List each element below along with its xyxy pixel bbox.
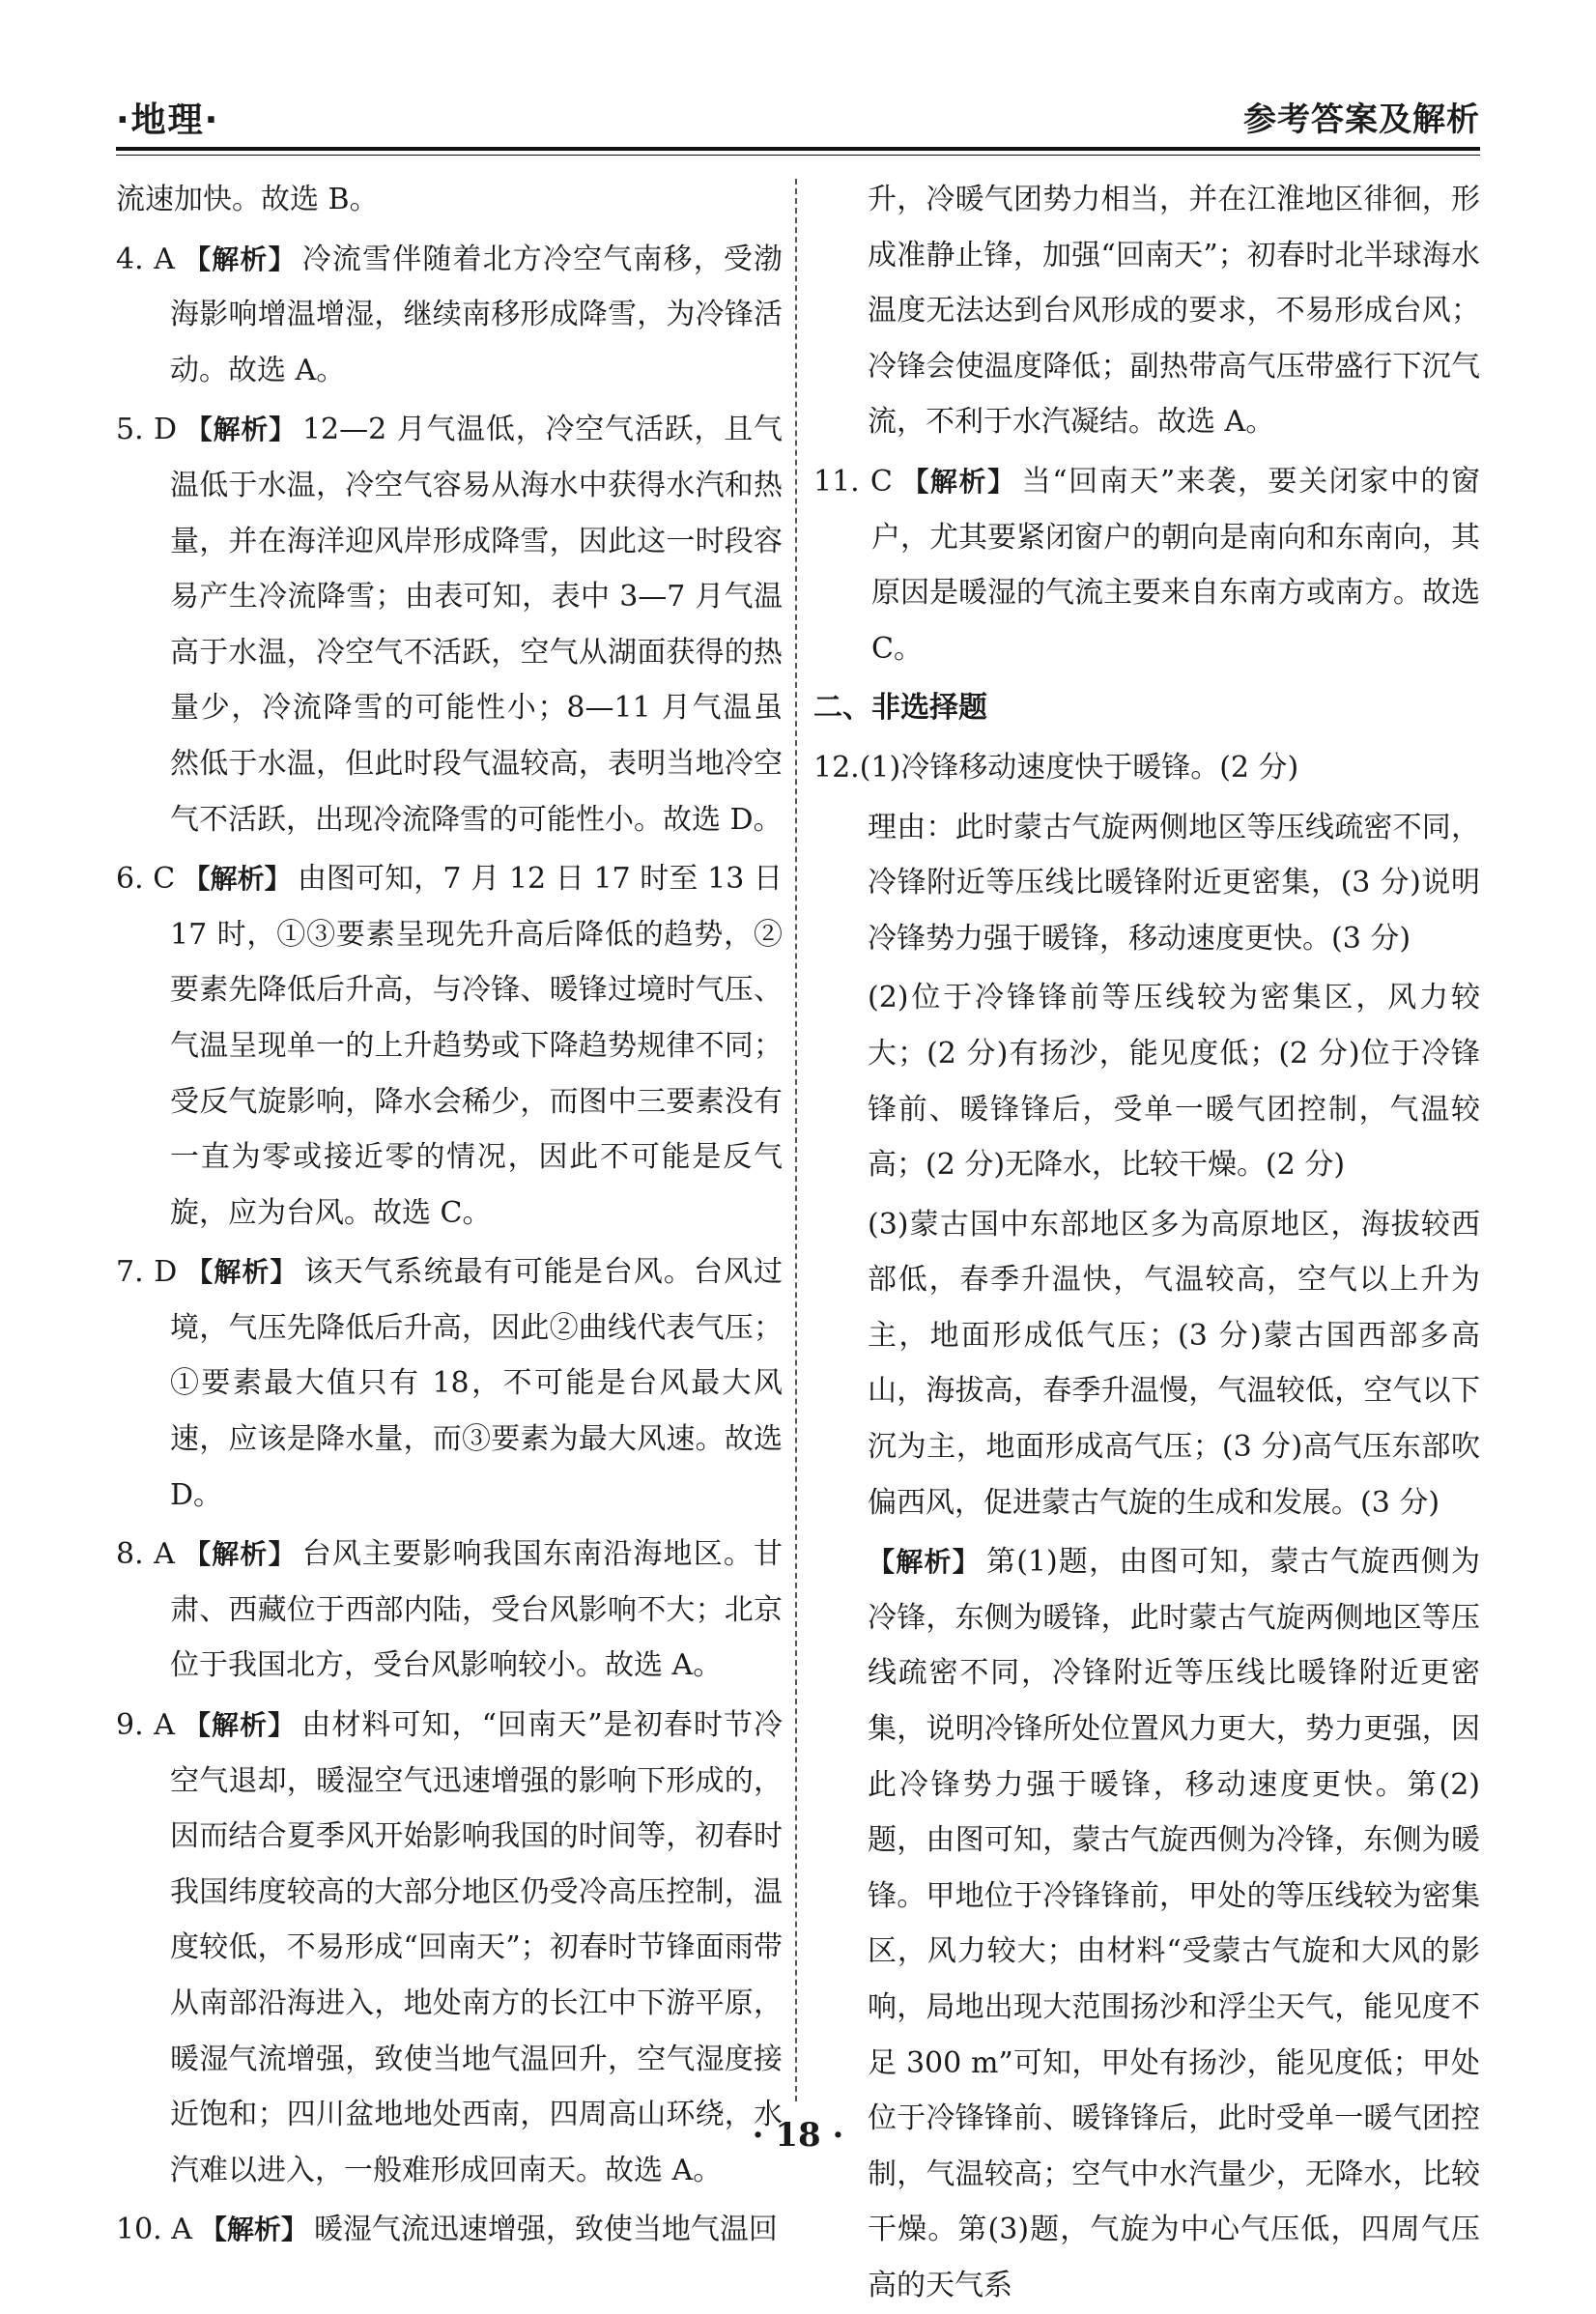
continuation-text: 流速加快。故选 B。 bbox=[116, 183, 379, 216]
answer-item-12-part3: (3)蒙古国中东部地区多为高原地区，海拔较西部低，春季升温快，气温较高，空气以上升为主，地面形成低气压；(3 分)蒙古国西部多高山，海拔高，春季升温慢，气温较低，空气以下沉为主，地面形成高气压；(3 分)高气压东部吹偏西风，促进蒙古气旋的生成和发展。(3 分) bbox=[868, 1207, 1480, 1520]
analysis-tag: 【解析】 bbox=[182, 1709, 297, 1742]
answer-text: 该天气系统最有可能是台风。台风过境，气压先降低后升高，因此②曲线代表气压；①要素最大值只有 18，不可能是台风最大风速，应该是降水量，而③要素为最大风速。故选 D。 bbox=[170, 1255, 783, 1512]
answer-number: 10. A bbox=[116, 2213, 192, 2247]
page-number: · 18 · bbox=[752, 2116, 844, 2155]
analysis-tag: 【解析】 bbox=[182, 1538, 297, 1571]
answer-number: 11. C bbox=[813, 464, 893, 499]
answer-item-8 bbox=[116, 1527, 783, 1694]
answer-item-10-continued: 升，冷暖气团势力相当，并在江淮地区徘徊，形成准静止锋，加强“回南天”；初春时北半球海水温度无法达到台风形成的要求，不易形成台风；冷锋会使温度降低；副热带高气压带盛行下沉气流，不利于水汽凝结。故选 A。 bbox=[868, 183, 1480, 440]
answer-text: 由图可知，7 月 12 日 17 时至 13 日 17 时，①③要素呈现先升高后降低的趋势，②要素先降低后升高，与冷锋、暖锋过境时气压、气温呈现单一的上升趋势或下降趋势规律不同；受反气旋影响，降水会稀少，而图中三要素没有一直为零或接近零的情况，因此不可能是反气旋，应为台风。故选 C。 bbox=[170, 862, 783, 1230]
answer-text: 由材料可知，“回南天”是初春时节冷空气退却，暖湿空气迅速增强的影响下形成的，因而结合夏季风开始影响我国的时间等，初春时我国纬度较高的大部分地区仍受冷高压控制，温度较低，不易形成“回南天”；初春时节锋面雨带从南部沿海进入，地处南方的长江中下游平原，暖湿气流增强，致使当地气温回升，空气湿度接近饱和；四川盆地地处西南，四周高山环绕，水汽难以进入，一般难形成回南天。故选 A。 bbox=[170, 1708, 783, 2187]
page-header bbox=[116, 93, 1480, 145]
answer-item-7 bbox=[116, 1244, 783, 1523]
section-heading: 二、非选择题 bbox=[813, 691, 987, 726]
answer-item-6 bbox=[116, 851, 783, 1241]
answer-item-12-part1 bbox=[813, 740, 1480, 796]
analysis-tag: 【解析】 bbox=[899, 465, 1016, 498]
subject-label: ·地理· bbox=[116, 100, 220, 140]
analysis-tag: 【解析】 bbox=[199, 2214, 308, 2246]
answer-number: 7. D bbox=[116, 1255, 178, 1290]
section-title: 参考答案及解析 bbox=[1243, 100, 1480, 139]
answer-item-12-analysis bbox=[813, 1534, 1480, 2313]
header-rule-thin bbox=[116, 155, 1480, 156]
answer-number: 6. C bbox=[116, 862, 176, 897]
answer-item-4 bbox=[116, 232, 783, 399]
answer-text: 暖湿气流迅速增强，致使当地气温回 bbox=[313, 2213, 778, 2247]
right-column bbox=[813, 172, 1480, 2302]
answer-number: 5. D bbox=[116, 413, 177, 447]
column-divider bbox=[795, 179, 797, 2101]
answer-text: 台风主要影响我国东南沿海地区。甘肃、西藏位于西部内陆，受台风影响不大；北京位于我国北方，受台风影响较小。故选 A。 bbox=[170, 1537, 784, 1683]
answer-item-12-reason: 理由：此时蒙古气旋两侧地区等压线疏密不同，冷锋附近等压线比暖锋附近更密集，(3 分)说明冷锋势力强于暖锋，移动速度更快。(3 分) bbox=[868, 810, 1480, 956]
analysis-tag: 【解析】 bbox=[183, 863, 292, 896]
answer-number: 12. bbox=[813, 750, 860, 785]
answer-item-11 bbox=[813, 454, 1480, 676]
left-column bbox=[116, 172, 784, 2247]
analysis-tag: 【解析】 bbox=[182, 243, 297, 275]
answer-text: 冷流雪伴随着北方冷空气南移，受渤海影响增温增湿，继续南移形成降雪，为冷锋活动。故选 A。 bbox=[170, 242, 784, 387]
answer-text: 当“回南天”来袭，要关闭家中的窗户，尤其要紧闭窗户的朝向是南向和东南向，其原因是暖湿的气流主要来自东南方或南方。故选 C。 bbox=[871, 464, 1480, 666]
answer-item-10 bbox=[116, 2202, 783, 2258]
answer-number: 4. A bbox=[116, 242, 175, 276]
answer-text: 12—2 月气温低，冷空气活跃，且气温低于水温，冷空气容易从海水中获得水汽和热量，并在海洋迎风岸形成降雪，因此这一时段容易产生冷流降雪；由表可知，表中 3—7 月气温高于水温，冷空气不活跃，空气从湖面获得的热量少，冷流降雪的可能性小；8—11 月气温虽然低于水温，但此时段气温较高，表明当地冷空气不活跃，出现冷流降雪的可能性小。故选 D。 bbox=[170, 413, 783, 837]
analysis-tag: 【解析】 bbox=[868, 1546, 981, 1579]
answer-number: 8. A bbox=[116, 1537, 175, 1572]
analysis-tag: 【解析】 bbox=[185, 1256, 299, 1289]
header-rule-thick bbox=[116, 147, 1480, 151]
analysis-text: 第(1)题，由图可知，蒙古气旋西侧为冷锋，东侧为暖锋，此时蒙古气旋两侧地区等压线疏密不同，冷锋附近等压线比暖锋附近更密集，说明冷锋所处位置风力更大，势力更强，因此冷锋势力强于暖锋，移动速度更快。第(2)题，由图可知，蒙古气旋西侧为冷锋，东侧为暖锋。甲地位于冷锋锋前，甲处的等压线较为密集区，风力较大；由材料“受蒙古气旋和大风的影响，局地出现大范围扬沙和浮尘天气，能见度不足 300 m”可知，甲处有扬沙，能见度低；甲处位于冷锋锋前、暖锋锋后，此时受单一暖气团控制，气温较高；空气中水汽量少，无降水，比较干燥。第(3)题，气旋为中心气压低，四周气压高的天气系 bbox=[868, 1545, 1480, 2302]
analysis-tag: 【解析】 bbox=[185, 414, 297, 446]
answer-text: (1)冷锋移动速度快于暖锋。(2 分) bbox=[859, 750, 1299, 785]
answer-item-5 bbox=[116, 402, 783, 847]
answer-item-12-part2: (2)位于冷锋锋前等压线较为密集区，风力较大；(2 分)有扬沙，能见度低；(2 分)位于冷锋锋前、暖锋锋后，受单一暖气团控制，气温较高；(2 分)无降水，比较干燥。(2 分) bbox=[868, 981, 1480, 1183]
answer-number: 9. A bbox=[116, 1708, 175, 1743]
